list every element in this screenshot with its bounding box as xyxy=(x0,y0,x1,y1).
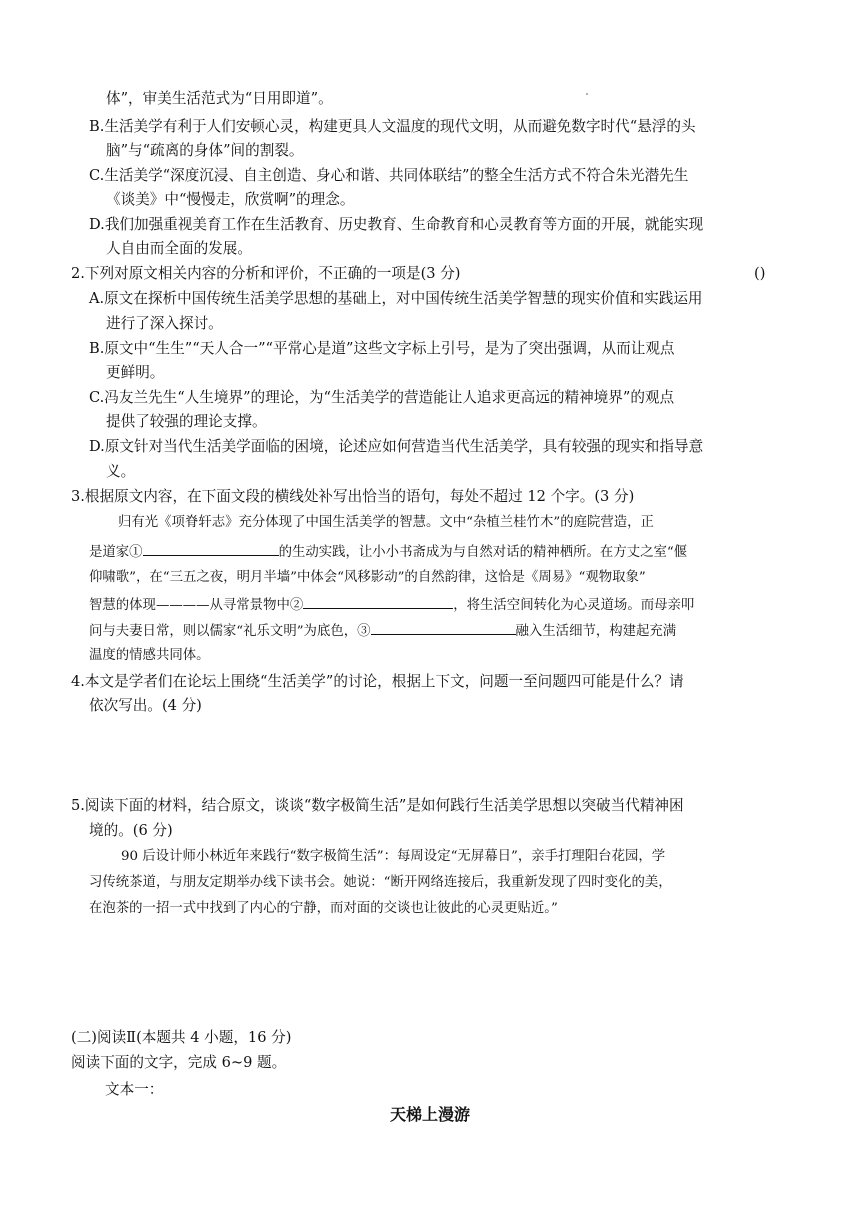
q3-passage-text: 融入生活细节，构建起充满 xyxy=(515,624,677,639)
q3-passage-line4 xyxy=(89,594,694,616)
q5-material-line3: 在泡茶的一招一式中找到了内心的宁静，而对面的交谈也让彼此的心灵更贴近。” xyxy=(89,901,558,916)
q2-option-a-line2: 进行了深入探讨。 xyxy=(106,315,223,332)
q2-answer-paren: () xyxy=(754,265,766,282)
q1-option-b-line1: B.生活美学有利于人们安顿心灵，构建更具人文温度的现代文明，从而避免数字时代“悬浮的头 xyxy=(89,118,696,135)
answer-blank-3[interactable] xyxy=(371,620,516,635)
answer-blank-2[interactable] xyxy=(303,594,453,609)
q4-line2: 依次写出。(4 分) xyxy=(89,697,202,714)
q3-passage-text: ，将生活空间转化为心灵道场。而母亲叩 xyxy=(453,598,695,613)
scan-dot xyxy=(586,93,588,95)
q1-option-c-line2: 《谈美》中“慢慢走，欣赏啊”的理念。 xyxy=(106,191,355,208)
q2-option-d-line1: D.原文针对当代生活美学面临的困境，论述应如何营造当代生活美学，具有较强的现实和指导意 xyxy=(89,438,704,455)
q3-passage-line5 xyxy=(89,620,676,642)
q3-passage-text: 问与夫妻日常，则以儒家“礼乐文明”为底色，③ xyxy=(89,624,371,639)
q2-option-b-line1: B.原文中“生生”“天人合一”“平常心是道”这些文字标上引号，是为了突出强调，从而让观点 xyxy=(89,340,675,357)
q2-option-a-line1: A.原文在探析中国传统生活美学思想的基础上，对中国传统生活美学智慧的现实价值和实践运用 xyxy=(89,290,703,307)
q1-option-c-line1: C.生活美学“深度沉浸、自主创造、身心和谐、共同体联结”的整全生活方式不符合朱光潜先生 xyxy=(89,167,689,184)
q3-passage-text: 智慧的体现————从寻常景物中② xyxy=(89,598,304,613)
q3-passage-line3: 仰啸歌”，在“三五之夜，明月半墙”中体会“风移影动”的自然韵律，这恰是《周易》“观物取象” xyxy=(89,570,646,585)
q1-option-d-line2: 人自由而全面的发展。 xyxy=(106,240,252,257)
q5-material-line2: 习传统茶道，与朋友定期举办线下读书会。她说：“断开网络连接后，我重新发现了四时变化的美， xyxy=(89,875,672,890)
q2-stem: 2.下列对原文相关内容的分析和评价，不正确的一项是(3 分) xyxy=(71,265,461,282)
q2-option-c-line2: 提供了较强的理论支撑。 xyxy=(106,413,267,430)
passage-title: 天梯上漫游 xyxy=(390,1105,471,1124)
q5-line2: 境的。(6 分) xyxy=(89,822,173,839)
q2-option-b-line2: 更鲜明。 xyxy=(106,364,165,381)
q3-passage-text: 是道家① xyxy=(89,545,143,560)
q5-material-line1: 90 后设计师小林近年来践行“数字极简生活”：每周设定“无屏幕日”，亲手打理阳台花园，学 xyxy=(121,849,666,864)
q1-option-b-line2: 脑”与“疏离的身体”间的割裂。 xyxy=(106,142,304,159)
q2-option-d-line2: 义。 xyxy=(106,463,136,480)
q3-passage-line1: 归有光《项脊轩志》充分体现了中国生活美学的智慧。文中“杂植兰桂竹木”的庭院营造，正 xyxy=(118,515,654,530)
q2-option-c-line1: C.冯友兰先生“人生境界”的理论，为“生活美学的营造能让人追求更高远的精神境界”的观点 xyxy=(89,389,675,406)
q4-line1: 4.本文是学者们在论坛上围绕“生活美学”的讨论，根据上下文，问题一至问题四可能是什么？请 xyxy=(71,673,684,690)
section-heading: (二)阅读Ⅱ(本题共 4 小题，16 分) xyxy=(71,1029,292,1046)
q1-option-d-line1: D.我们加强重视美育工作在生活教育、历史教育、生命教育和心灵教育等方面的开展，就能实现 xyxy=(89,216,704,233)
section-instruction: 阅读下面的文字，完成 6~9 题。 xyxy=(71,1054,287,1071)
answer-blank-1[interactable] xyxy=(143,541,279,556)
q3-passage-line2 xyxy=(89,541,687,563)
q3-passage-text: 的生动实践，让小小书斋成为与自然对话的精神栖所。在方丈之室“偃 xyxy=(278,545,688,560)
q1-option-a-tail: 体”，审美生活范式为“日用即道”。 xyxy=(106,90,333,107)
text-one-label: 文本一： xyxy=(105,1081,164,1098)
q5-line1: 5.阅读下面的材料，结合原文，谈谈“数字极简生活”是如何践行生活美学思想以突破当代精神困 xyxy=(71,797,684,814)
q3-stem: 3.根据原文内容，在下面文段的横线处补写出恰当的语句，每处不超过 12 个字。(3 分) xyxy=(71,488,635,505)
q3-passage-line6: 温度的情感共同体。 xyxy=(89,648,210,663)
